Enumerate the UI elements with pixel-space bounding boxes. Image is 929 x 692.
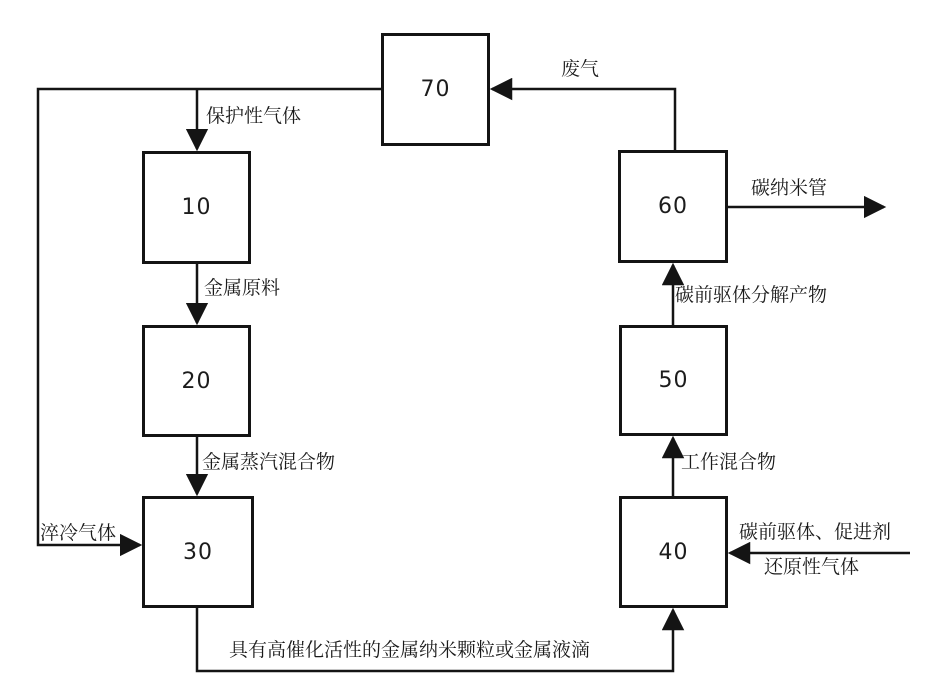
box-number-50: 50 xyxy=(658,368,689,393)
process-box-30 xyxy=(142,496,254,608)
label-working-mixture: 工作混合物 xyxy=(681,451,777,473)
box-number-30: 30 xyxy=(183,539,213,565)
process-box-40 xyxy=(619,496,728,608)
label-metal-feed: 金属原料 xyxy=(204,277,281,299)
label-quench-gas: 淬冷气体 xyxy=(40,522,117,544)
process-box-60 xyxy=(618,150,728,263)
box-number-60: 60 xyxy=(658,194,688,219)
label-reducing-gas: 还原性气体 xyxy=(764,556,860,578)
box-number-20: 20 xyxy=(181,368,212,394)
label-metal-vapor-mixture: 金属蒸汽混合物 xyxy=(202,451,336,473)
label-carbon-nanotubes: 碳纳米管 xyxy=(751,177,828,199)
process-box-50 xyxy=(619,325,728,436)
label-waste-gas: 废气 xyxy=(561,58,600,80)
box-number-10: 10 xyxy=(181,195,212,220)
label-precursor-decomposition-products: 碳前驱体分解产物 xyxy=(675,284,828,306)
process-box-10 xyxy=(142,151,251,264)
process-box-70 xyxy=(381,33,490,146)
flow-waste-gas-line xyxy=(492,89,675,150)
label-carbon-precursor-promoter: 碳前驱体、促进剂 xyxy=(739,521,892,543)
box-number-40: 40 xyxy=(658,539,689,565)
label-protective-gas: 保护性气体 xyxy=(206,105,302,127)
box-number-70: 70 xyxy=(420,77,451,102)
process-box-20 xyxy=(142,325,251,437)
label-catalytic-metal-particles: 具有高催化活性的金属纳米颗粒或金属液滴 xyxy=(229,639,591,661)
